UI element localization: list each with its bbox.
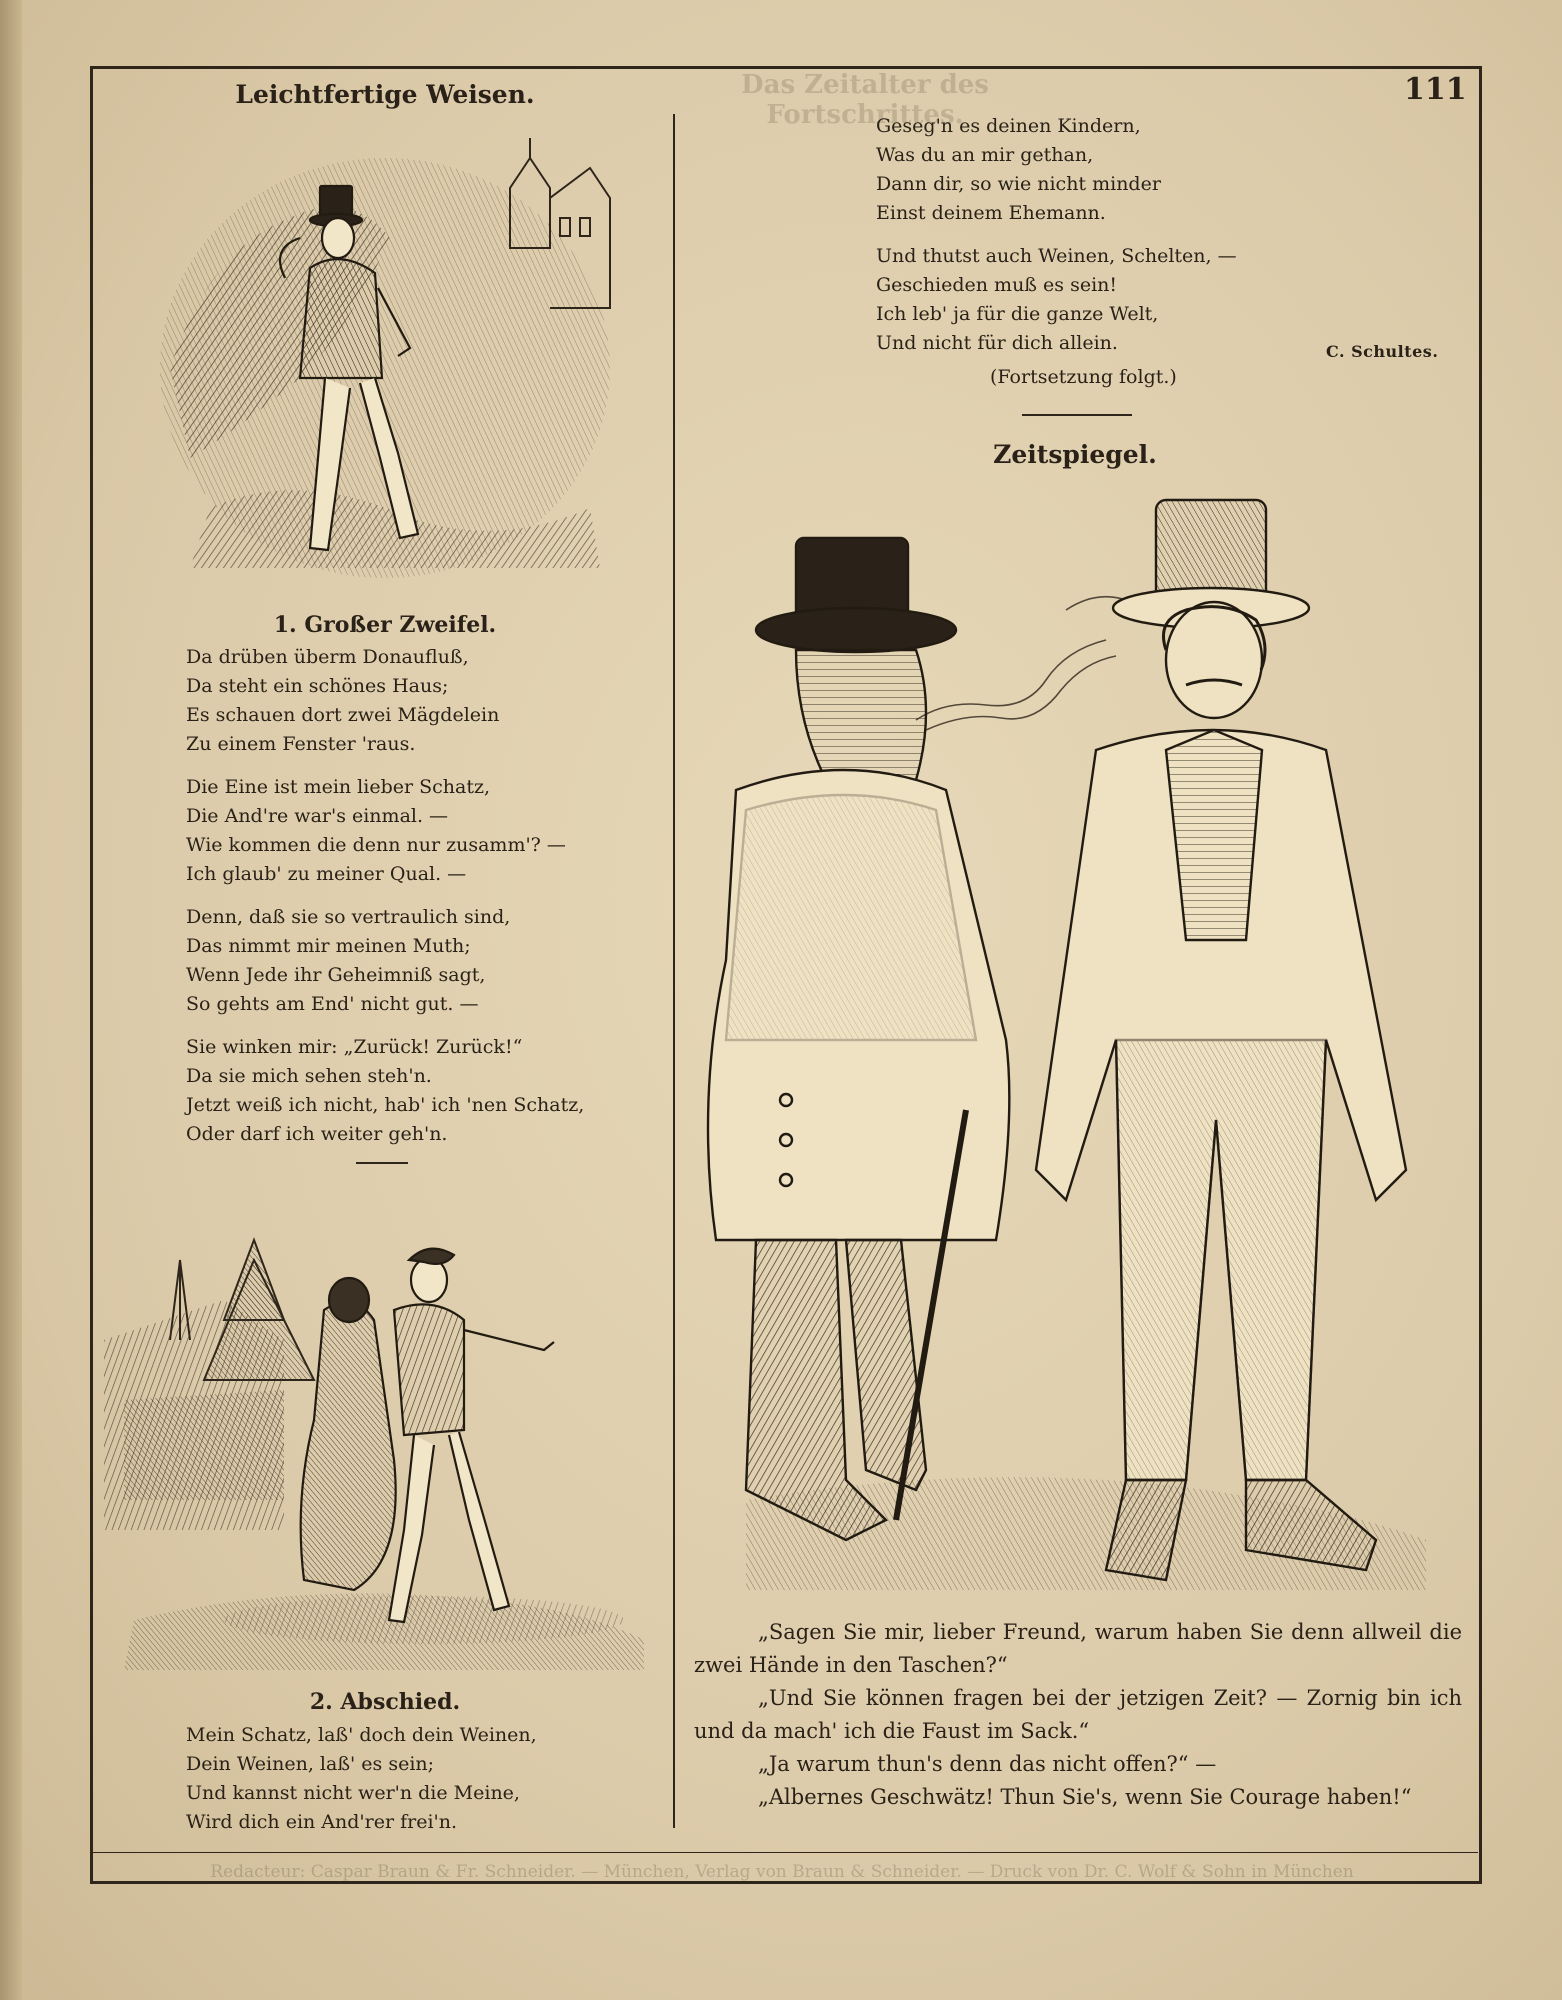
wanderer-illustration [150,128,620,588]
two-men-engraving [686,480,1462,1604]
dialogue-line: „Sagen Sie mir, lieber Freund, warum haben Sie denn allweil die zwei Hände in den Taschen?“ [694,1620,1462,1677]
verse-line: Da drüben überm Donaufluß, [186,646,469,668]
verse-line: Jetzt weiß ich nicht, hab' ich 'nen Schatz, [186,1094,585,1116]
left-section-title: Leichtfertige Weisen. [235,80,535,109]
poem-2-title: 2. Abschied. [309,1689,461,1715]
verse-line: Wenn Jede ihr Geheimniß sagt, [186,964,486,986]
verse-line: Und nicht für dich allein. [876,332,1118,354]
verse-line: Und kannst nicht wer'n die Meine, [186,1782,520,1804]
page-binding-edge [0,0,22,2000]
verse-line: Oder darf ich weiter geh'n. [186,1123,448,1145]
section-separator-rule [1022,414,1132,416]
wanderer-engraving [150,128,620,588]
zeitspiegel-dialogue [694,1616,1462,1814]
stanza [186,773,584,889]
verse-line: Wie kommen die denn nur zusamm'? — [186,834,566,856]
two-men-illustration [686,480,1462,1604]
verse-line: Mein Schatz, laß' doch dein Weinen, [186,1724,537,1746]
verse-line: Und thutst auch Weinen, Schelten, — [876,245,1237,267]
verse-line: Die Eine ist mein lieber Schatz, [186,776,491,798]
show-through-header: Das Zeitalter des Fortschrittes. [741,70,989,130]
verse-line: Da sie mich sehen steh'n. [186,1065,432,1087]
verse-line: Ich glaub' zu meiner Qual. — [186,863,467,885]
verse-line: Was du an mir gethan, [876,144,1094,166]
poem-1-title: 1. Großer Zweifel. [273,612,497,638]
verse-line: Ich leb' ja für die ganze Welt, [876,303,1159,325]
farewell-illustration [104,1200,660,1690]
poem-continuation-text [876,112,1237,372]
verse-line: Einst deinem Ehemann. [876,202,1106,224]
dialogue-line: „Albernes Geschwätz! Thun Sie's, wenn Sie Courage haben!“ [758,1785,1412,1809]
stanza [876,112,1237,228]
stanza [186,1033,584,1149]
stanza [186,903,584,1019]
verse-line: So gehts am End' nicht gut. — [186,993,479,1015]
show-through-footer: Redacteur: Caspar Braun & Fr. Schneider. — München, Verlag von Braun & Schneider. — Druck von Dr. C. Wolf & Sohn in München [210,1862,1354,1882]
verse-line: Da steht ein schönes Haus; [186,675,449,697]
column-divider [673,114,675,1828]
stanza [186,643,584,759]
verse-line: Dann dir, so wie nicht minder [876,173,1161,195]
dialogue-line: „Und Sie können fragen bei der jetzigen Zeit? — Zornig bin ich und da mach' ich die Faust im Sack.“ [694,1686,1462,1743]
verse-line: Es schauen dort zwei Mägdelein [186,704,500,726]
verse-line: Das nimmt mir meinen Muth; [186,935,471,957]
continuation-note: (Fortsetzung folgt.) [990,366,1177,388]
verse-line: Wird dich ein And'rer frei'n. [186,1811,458,1833]
verse-line: Geseg'n es deinen Kindern, [876,115,1141,137]
poem-separator-rule [356,1162,408,1164]
verse-line: Dein Weinen, laß' es sein; [186,1753,435,1775]
verse-line: Geschieden muß es sein! [876,274,1118,296]
page-number: 111 [1404,72,1467,107]
dialogue-line: „Ja warum thun's denn das nicht offen?“ — [758,1752,1217,1776]
poem-1-text [186,643,584,1163]
poem-author: C. Schultes. [1326,342,1439,361]
footer-rule [90,1852,1478,1853]
zeitspiegel-title: Zeitspiegel. [993,440,1157,469]
verse-line: Sie winken mir: „Zurück! Zurück!“ [186,1036,523,1058]
verse-line: Denn, daß sie so vertraulich sind, [186,906,511,928]
poem-2-text [186,1721,537,1837]
farewell-engraving [104,1200,660,1690]
stanza [876,242,1237,358]
verse-line: Zu einem Fenster 'raus. [186,733,416,755]
verse-line: Die And're war's einmal. — [186,805,449,827]
